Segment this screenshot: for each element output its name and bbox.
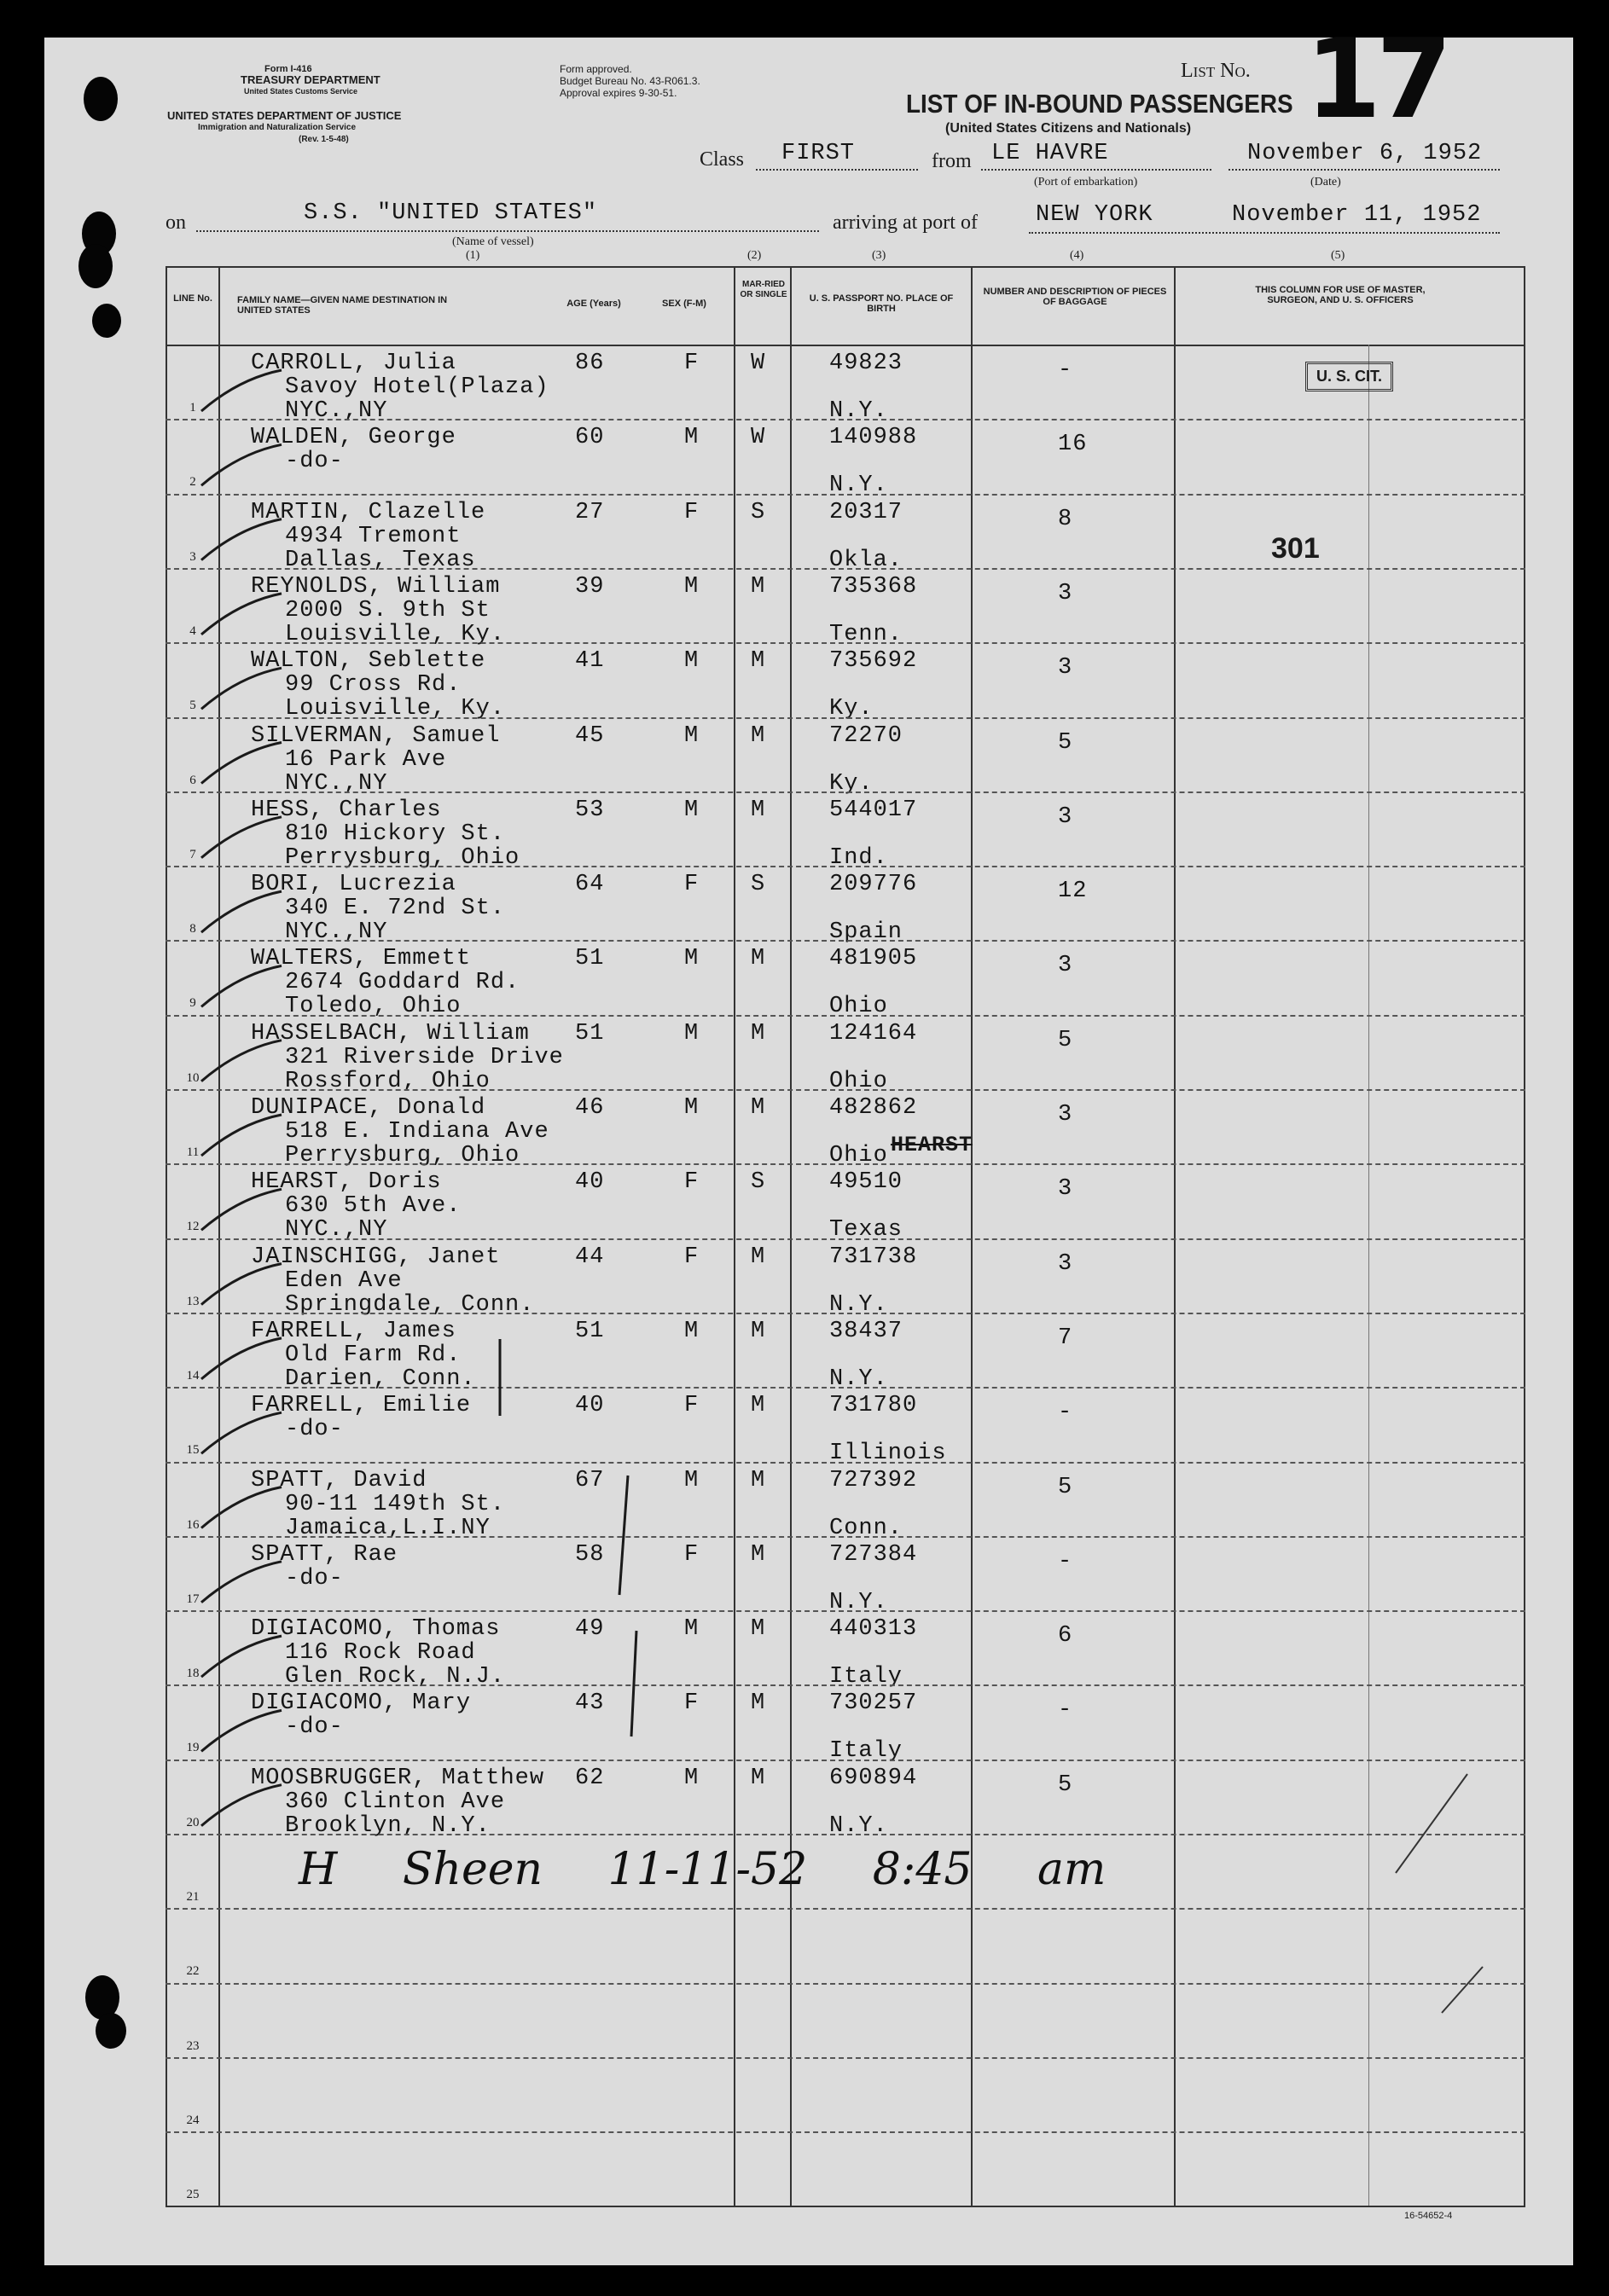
check-mark <box>201 1264 282 1305</box>
age-cell: 62 <box>575 1765 605 1791</box>
marital-status-cell: S <box>751 499 766 525</box>
arriving-label: arriving at port of <box>833 212 978 234</box>
age-cell: 45 <box>575 722 605 749</box>
line-number: 15 <box>186 1443 200 1458</box>
port-caption: (Port of embarkation) <box>1034 176 1138 188</box>
place-of-birth: N.Y. <box>829 1589 888 1615</box>
form-number: Form I-416 <box>264 64 312 74</box>
place-of-birth: Ind. <box>829 844 888 871</box>
check-mark <box>201 1412 282 1453</box>
check-mark <box>201 1041 282 1081</box>
sex-cell: M <box>684 1095 700 1121</box>
destination-line-2: NYC.,NY <box>285 1217 388 1244</box>
header-officers: THIS COLUMN FOR USE OF MASTER, SURGEON, AND U. S. OFFICERS <box>1255 285 1426 305</box>
line-number: 10 <box>186 1070 200 1085</box>
sex-cell: F <box>684 1393 700 1419</box>
vessel-name: S.S. "UNITED STATES" <box>304 200 598 226</box>
passenger-name: DUNIPACE, Donald <box>251 1095 486 1121</box>
sex-cell: F <box>684 1169 700 1196</box>
sex-cell: M <box>684 1020 700 1047</box>
col-num-2: (2) <box>747 249 762 262</box>
marital-status-cell: M <box>751 1095 766 1121</box>
col-num-1: (1) <box>466 249 480 262</box>
line-number: 7 <box>189 847 196 861</box>
baggage-count: 5 <box>1058 1474 1073 1500</box>
passenger-name: WALTERS, Emmett <box>251 946 472 972</box>
passenger-name: BORI, Lucrezia <box>251 872 456 898</box>
line-number: 9 <box>189 996 196 1011</box>
passenger-name: WALTON, Seblette <box>251 648 486 675</box>
destination-line-1: -do- <box>285 449 344 475</box>
check-mark <box>201 594 282 635</box>
line-number: 1 <box>189 401 196 415</box>
line-number: 3 <box>189 549 196 564</box>
age-cell: 49 <box>575 1616 605 1643</box>
passport-number: 124164 <box>829 1020 918 1047</box>
header-age: AGE (Years) <box>566 299 621 309</box>
place-of-birth: Illinois <box>829 1441 947 1467</box>
age-cell: 40 <box>575 1393 605 1419</box>
place-of-birth: N.Y. <box>829 1291 888 1318</box>
destination-line-1: 2000 S. 9th St <box>285 597 491 623</box>
destination-line-1: Old Farm Rd. <box>285 1342 462 1368</box>
line-number: 25 <box>186 2188 200 2202</box>
marital-status-cell: M <box>751 722 766 749</box>
passport-number: 544017 <box>829 797 918 823</box>
marital-status-cell: M <box>751 1467 766 1493</box>
passenger-name: DIGIACOMO, Mary <box>251 1690 472 1717</box>
line-number: 24 <box>186 2113 200 2127</box>
passport-number: 730257 <box>829 1690 918 1717</box>
sex-cell: M <box>684 1467 700 1493</box>
destination-line-1: 116 Rock Road <box>285 1640 476 1667</box>
destination-line-1: -do- <box>285 1714 344 1741</box>
destination-line-2: Darien, Conn. <box>285 1365 476 1392</box>
class-value: FIRST <box>781 141 856 166</box>
sex-cell: M <box>684 1616 700 1643</box>
place-of-birth: N.Y. <box>829 1365 888 1392</box>
check-mark <box>201 1785 282 1826</box>
line-number: 12 <box>186 1220 200 1234</box>
destination-line-2: Glen Rock, N.J. <box>285 1664 506 1690</box>
marital-status-cell: W <box>751 425 766 451</box>
on-label: on <box>166 212 186 234</box>
place-of-birth: N.Y. <box>829 398 888 424</box>
line-number: 2 <box>189 475 196 490</box>
destination-line-1: 99 Cross Rd. <box>285 672 462 699</box>
destination-line-2: NYC.,NY <box>285 770 388 797</box>
from-label: from <box>932 150 972 172</box>
place-of-birth: Ky. <box>829 696 874 722</box>
line-number: 8 <box>189 922 196 936</box>
passport-number: 727384 <box>829 1541 918 1568</box>
marital-status-cell: M <box>751 1393 766 1419</box>
baggage-count: 12 <box>1058 878 1088 905</box>
sex-cell: F <box>684 872 700 898</box>
baggage-count: 3 <box>1058 953 1073 979</box>
passenger-name: FARRELL, Emilie <box>251 1393 472 1419</box>
baggage-count: 5 <box>1058 1027 1073 1053</box>
destination-line-1: Savoy Hotel(Plaza) <box>285 374 549 400</box>
line-number: 18 <box>186 1667 200 1681</box>
destination-line-1: 630 5th Ave. <box>285 1193 462 1220</box>
destination-line-2: Brooklyn, N.Y. <box>285 1812 491 1839</box>
destination-line-1: Eden Ave <box>285 1267 403 1294</box>
destination-line-1: 340 E. 72nd St. <box>285 896 506 922</box>
passport-number: 38437 <box>829 1318 903 1344</box>
sex-cell: M <box>684 1318 700 1344</box>
customs-service: United States Customs Service <box>244 87 358 96</box>
age-cell: 51 <box>575 1318 605 1344</box>
place-of-birth: N.Y. <box>829 473 888 499</box>
check-mark <box>201 1115 282 1156</box>
baggage-count: - <box>1058 1548 1073 1574</box>
check-mark <box>201 1710 282 1751</box>
passenger-name: MARTIN, Clazelle <box>251 499 486 525</box>
baggage-count: 5 <box>1058 729 1073 756</box>
col-num-5: (5) <box>1331 249 1345 262</box>
annotation-number: 301 <box>1271 532 1320 565</box>
destination-line-2: Springdale, Conn. <box>285 1291 535 1318</box>
marital-status-cell: S <box>751 1169 766 1196</box>
passport-number: 731738 <box>829 1244 918 1270</box>
check-mark <box>201 891 282 932</box>
passport-number: 735692 <box>829 648 918 675</box>
baggage-count: 3 <box>1058 1250 1073 1277</box>
line-number: 21 <box>186 1890 200 1904</box>
line-number: 5 <box>189 699 196 713</box>
line-number: 20 <box>186 1815 200 1829</box>
approval-line-2: Budget Bureau No. 43-R061.3. <box>560 75 700 87</box>
destination-line-2: NYC.,NY <box>285 398 388 424</box>
us-citizen-stamp: U. S. CIT. <box>1305 362 1393 391</box>
passenger-name: FARRELL, James <box>251 1318 456 1344</box>
destination-line-2: Toledo, Ohio <box>285 994 462 1020</box>
sex-cell: M <box>684 797 700 823</box>
sex-cell: M <box>684 573 700 600</box>
marital-status-cell: M <box>751 1541 766 1568</box>
class-label: Class <box>700 148 745 171</box>
destination-line-1: 360 Clinton Ave <box>285 1789 506 1815</box>
passport-number: 481905 <box>829 946 918 972</box>
baggage-count: 3 <box>1058 655 1073 681</box>
line-number: 13 <box>186 1294 200 1308</box>
age-cell: 60 <box>575 425 605 451</box>
age-cell: 43 <box>575 1690 605 1717</box>
destination-line-1: 4934 Tremont <box>285 523 462 549</box>
line-number: 23 <box>186 2038 200 2053</box>
age-cell: 86 <box>575 351 605 376</box>
destination-line-1: 810 Hickory St. <box>285 820 506 847</box>
check-mark <box>201 817 282 858</box>
marital-status-cell: M <box>751 1616 766 1643</box>
passport-number: 49823 <box>829 351 903 376</box>
passport-number: 209776 <box>829 872 918 898</box>
passport-number: 735368 <box>829 573 918 600</box>
vessel-caption: (Name of vessel) <box>452 235 534 248</box>
baggage-count: - <box>1058 1697 1073 1724</box>
hand-mark <box>619 1476 628 1595</box>
destination-line-1: 2674 Goddard Rd. <box>285 970 520 996</box>
passenger-name: MOOSBRUGGER, Matthew <box>251 1765 545 1791</box>
sex-cell: F <box>684 499 700 525</box>
place-of-birth: Ohio <box>829 1068 888 1094</box>
header-line-no: LINE No. <box>173 293 212 304</box>
arrival-date: November 11, 1952 <box>1232 202 1482 228</box>
list-number: 17 <box>1305 16 1448 143</box>
check-mark <box>201 519 282 560</box>
col-num-3: (3) <box>872 249 886 262</box>
header-sex: SEX (F-M) <box>662 299 706 309</box>
age-cell: 39 <box>575 573 605 600</box>
passport-number: 440313 <box>829 1616 918 1643</box>
hand-mark <box>631 1631 636 1736</box>
marital-status-cell: M <box>751 1020 766 1047</box>
marital-status-cell: M <box>751 648 766 675</box>
sex-cell: F <box>684 351 700 376</box>
footer-code: 16-54652-4 <box>1404 2211 1453 2221</box>
destination-line-1: -do- <box>285 1417 344 1443</box>
age-cell: 40 <box>575 1169 605 1196</box>
baggage-count: 16 <box>1058 432 1088 458</box>
passport-number: 690894 <box>829 1765 918 1791</box>
check-mark <box>201 1487 282 1528</box>
check-mark <box>201 965 282 1006</box>
destination-line-2: Jamaica,L.I.NY <box>285 1515 491 1541</box>
destination-line-2: Perrysburg, Ohio <box>285 844 520 871</box>
age-cell: 46 <box>575 1095 605 1121</box>
sex-cell: M <box>684 722 700 749</box>
passenger-name: SPATT, David <box>251 1467 427 1493</box>
baggage-count: 3 <box>1058 580 1073 606</box>
sex-cell: M <box>684 946 700 972</box>
age-cell: 67 <box>575 1467 605 1493</box>
passenger-name: HASSELBACH, William <box>251 1020 530 1047</box>
baggage-count: 3 <box>1058 1176 1073 1203</box>
marital-status-cell: S <box>751 872 766 898</box>
baggage-count: 5 <box>1058 1771 1073 1798</box>
baggage-count: 7 <box>1058 1325 1073 1351</box>
line-number: 6 <box>189 773 196 787</box>
line-number: 11 <box>186 1145 200 1159</box>
sex-cell: M <box>684 648 700 675</box>
baggage-count: - <box>1058 357 1073 383</box>
place-of-birth: N.Y. <box>829 1812 888 1839</box>
place-of-birth: Ohio <box>829 1143 888 1168</box>
destination-line-2: Perrysburg, Ohio <box>285 1143 520 1168</box>
baggage-count: - <box>1058 1400 1073 1426</box>
page-subtitle: (United States Citizens and Nationals) <box>945 121 1192 136</box>
age-cell: 53 <box>575 797 605 823</box>
marital-status-cell: M <box>751 1690 766 1717</box>
age-cell: 27 <box>575 499 605 525</box>
marital-status-cell: M <box>751 1244 766 1270</box>
check-mark <box>201 668 282 709</box>
age-cell: 64 <box>575 872 605 898</box>
place-of-birth: Okla. <box>829 547 903 573</box>
place-of-birth: Ohio <box>829 994 888 1020</box>
check-mark <box>201 370 282 411</box>
place-of-birth: Italy <box>829 1738 903 1765</box>
marital-status-cell: M <box>751 797 766 823</box>
age-cell: 51 <box>575 946 605 972</box>
marital-status-cell: W <box>751 351 766 376</box>
passport-number: 727392 <box>829 1467 918 1493</box>
passenger-name: CARROLL, Julia <box>251 351 456 376</box>
age-cell: 44 <box>575 1244 605 1270</box>
place-of-birth: Italy <box>829 1664 903 1690</box>
date-caption: (Date) <box>1310 176 1341 188</box>
header-married: MAR-RIED OR SINGLE <box>740 280 787 299</box>
passport-number: 20317 <box>829 499 903 525</box>
passenger-name: WALDEN, George <box>251 425 456 451</box>
destination-line-2: Louisville, Ky. <box>285 621 506 647</box>
marital-status-cell: M <box>751 1765 766 1791</box>
passenger-name: JAINSCHIGG, Janet <box>251 1244 501 1270</box>
passport-number: 72270 <box>829 722 903 749</box>
header-passport: U. S. PASSPORT NO. PLACE OF BIRTH <box>809 293 954 314</box>
sex-cell: F <box>684 1690 700 1717</box>
ins-service: Immigration and Naturalization Service <box>198 123 357 132</box>
baggage-count: 6 <box>1058 1623 1073 1650</box>
approval-line-1: Form approved. <box>560 63 632 75</box>
revision: (Rev. 1-5-48) <box>299 135 349 144</box>
header-name: FAMILY NAME—GIVEN NAME DESTINATION IN UNITED STATES <box>237 295 448 316</box>
baggage-count: 8 <box>1058 506 1073 532</box>
arrival-port: NEW YORK <box>1036 202 1153 228</box>
baggage-count: 3 <box>1058 803 1073 830</box>
line-number: 22 <box>186 1964 200 1979</box>
passport-number: 140988 <box>829 425 918 451</box>
passenger-name: DIGIACOMO, Thomas <box>251 1616 501 1643</box>
port-of-embarkation: LE HAVRE <box>991 141 1109 166</box>
handwritten-signature: H Sheen 11-11-52 8:45 am <box>299 1844 1107 1895</box>
destination-line-1: 321 Riverside Drive <box>285 1044 564 1070</box>
marital-status-cell: M <box>751 573 766 600</box>
passenger-name: SILVERMAN, Samuel <box>251 722 501 749</box>
line-number: 16 <box>186 1517 200 1532</box>
passenger-name: HEARST, Doris <box>251 1169 442 1196</box>
sex-cell: F <box>684 1244 700 1270</box>
check-mark <box>201 1338 282 1379</box>
treasury-dept: TREASURY DEPARTMENT <box>241 73 380 86</box>
passenger-name: REYNOLDS, William <box>251 573 501 600</box>
col-num-4: (4) <box>1070 249 1084 262</box>
destination-line-1: 518 E. Indiana Ave <box>285 1119 549 1145</box>
passport-number: 482862 <box>829 1095 918 1121</box>
list-no-label: List No. <box>1181 60 1251 82</box>
place-of-birth: Tenn. <box>829 621 903 647</box>
passenger-name: HESS, Charles <box>251 797 442 823</box>
check-mark <box>201 1562 282 1603</box>
line-number: 4 <box>189 623 196 638</box>
destination-line-1: 90-11 149th St. <box>285 1491 506 1517</box>
marital-status-cell: M <box>751 1318 766 1344</box>
place-of-birth: Spain <box>829 919 903 946</box>
destination-line-1: -do- <box>285 1565 344 1592</box>
destination-line-2: Rossford, Ohio <box>285 1068 491 1094</box>
baggage-count: 3 <box>1058 1102 1073 1128</box>
sex-cell: M <box>684 425 700 451</box>
overstrike-text: HEARST <box>891 1133 973 1157</box>
passport-number: 49510 <box>829 1169 903 1196</box>
destination-line-2: Louisville, Ky. <box>285 696 506 722</box>
sex-cell: M <box>684 1765 700 1791</box>
justice-dept: UNITED STATES DEPARTMENT OF JUSTICE <box>167 109 402 122</box>
line-number: 19 <box>186 1741 200 1755</box>
check-mark <box>201 444 282 485</box>
check-mark <box>201 1189 282 1230</box>
age-cell: 41 <box>575 648 605 675</box>
approval-line-3: Approval expires 9-30-51. <box>560 87 677 99</box>
check-mark <box>201 1636 282 1677</box>
page-title: LIST OF IN-BOUND PASSENGERS <box>906 89 1293 119</box>
passport-number: 731780 <box>829 1393 918 1419</box>
destination-line-1: 16 Park Ave <box>285 746 447 773</box>
place-of-birth: Conn. <box>829 1515 903 1541</box>
place-of-birth: Texas <box>829 1217 903 1244</box>
destination-line-2: NYC.,NY <box>285 919 388 946</box>
age-cell: 51 <box>575 1020 605 1047</box>
passenger-name: SPATT, Rae <box>251 1541 398 1568</box>
age-cell: 58 <box>575 1541 605 1568</box>
embarkation-date: November 6, 1952 <box>1247 141 1483 166</box>
check-mark <box>201 743 282 784</box>
marital-status-cell: M <box>751 946 766 972</box>
header-baggage: NUMBER AND DESCRIPTION OF PIECES OF BAGGAGE <box>983 287 1167 307</box>
place-of-birth: Ky. <box>829 770 874 797</box>
destination-line-2: Dallas, Texas <box>285 547 476 573</box>
line-number: 14 <box>186 1368 200 1383</box>
line-number: 17 <box>186 1592 200 1606</box>
sex-cell: F <box>684 1541 700 1568</box>
